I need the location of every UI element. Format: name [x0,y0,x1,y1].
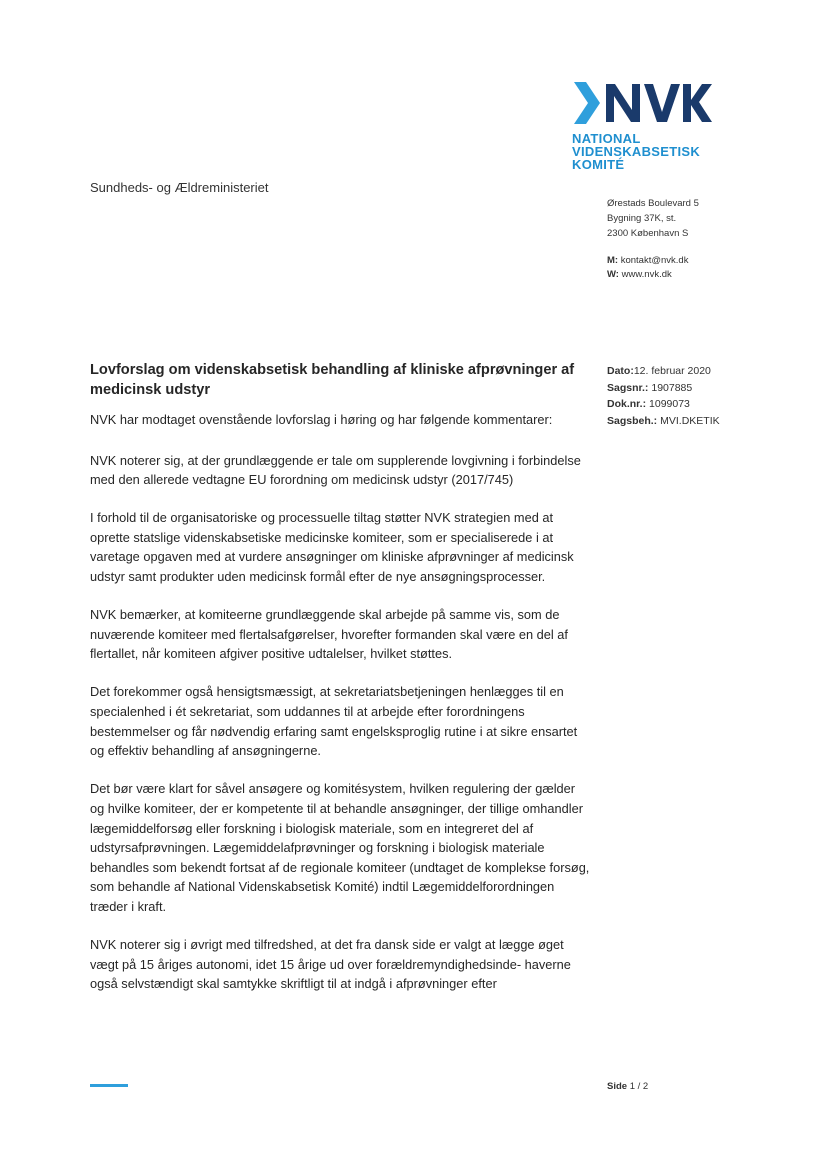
address-line-3: 2300 København S [607,228,689,239]
contact-web [607,268,688,282]
body-paragraph: Det bør være klart for såvel ansøgere og komitésystem, hvilken regulering der gælder og hvilke komiteer, der er kompetente til at behandle ansøgninger, der tillige omhandler lægemiddelforsøg eller forskning i biologisk materiale, som en integreret del af udstyrsafprøvningen. Lægemiddelafprøvninger og forskning i biologisk materiale behandles som bekendt fortsat af de regionale komiteer (undtaget de komplekse forsøg, som behandle af National Videnskabsetisk Komité) indtil Lægemiddelforordningen træder i kraft. [90,781,590,914]
intro-paragraph: NVK har modtaget ovenstående lovforslag i høring og har følgende kommentarer: [90,412,553,427]
case-value: 1907885 [651,381,693,394]
web-link[interactable]: www.nvk.dk [621,269,672,280]
sender-contact [607,254,688,282]
logo-line-komite: KOMITÉ [572,157,625,172]
contact-mail [607,254,688,268]
handler-value: MVI.DKETIK [660,414,720,427]
nvk-logo [572,80,742,171]
letter-body [90,360,590,1012]
address-line-2: Bygning 37K, st. [607,213,677,224]
address-line-1: Ørestads Boulevard 5 [607,198,699,209]
page-label: Side [607,1081,628,1092]
logo-line-national: NATIONAL [572,131,641,146]
body-paragraph: I forhold til de organisatoriske og processuelle tiltag støtter NVK strategien med at oprette statslige videnskabsetiske medicinske komiteer, som er specialiserede i at varetage opgaven med at vurdere ansøgninger om kliniske afprøvninger af medicinsk udstyr samt produkter uden medicinsk formål efter de nye ansøgningsprocesser. [90,510,574,585]
handler-label: Sagsbeh.: [607,414,658,427]
meta-case [607,380,720,397]
nvk-wordmark-logo [572,80,712,126]
page-value: 1 / 2 [629,1081,649,1092]
case-label: Sagsnr.: [607,381,649,394]
meta-date [607,363,720,380]
date-value: 12. februar 2020 [633,365,711,377]
mail-link[interactable]: kontakt@nvk.dk [620,255,689,266]
date-label: Dato: [607,365,634,377]
recipient: Sundheds- og Ældreministeriet [90,180,269,195]
logo-subtitle [572,132,712,171]
body-paragraph: NVK noterer sig, at der grundlæggende er tale om supplerende lovgivning i forbindelse med den allerede vedtagne EU forordning om medicinsk udstyr (2017/745) [90,452,581,488]
document-meta [607,363,720,429]
body-paragraph: Det forekommer også hensigtsmæssigt, at sekretariatsbetjeningen henlægges til en specialenhed i ét sekretariat, som uddannes til at arbejde efter forordningens bestemmelser og får nødvendig erfaring samt engelsksproglig rutine i at sikre ensartet og effektiv behandling af ansøgningerne. [90,684,578,759]
doc-value: 1099073 [649,398,690,410]
sender-address [607,196,699,241]
footer-accent-bar [90,1084,128,1087]
meta-handler [607,413,720,430]
page-number [607,1081,648,1092]
web-label: W: [607,269,619,280]
letter-title: Lovforslag om videnskabsetisk behandling af kliniske afprøvninger af medicinsk udstyr [90,362,575,398]
logo-line-videnskabsetisk: VIDENSKABSETISK [572,144,701,159]
doc-label: Dok.nr.: [607,398,647,410]
body-paragraph: NVK noterer sig i øvrigt med tilfredshed, at det fra dansk side er valgt at lægge øget vægt på 15 åriges autonomi, idet 15 årige ud over forældremyndighedsinde- haverne også selvstændigt skal samtykke skriftligt til at indgå i afprøvninger efter [90,936,571,992]
meta-doc [607,396,720,413]
mail-label: M: [607,255,619,266]
body-paragraph: NVK bemærker, at komiteerne grundlæggende skal arbejde på samme vis, som de nuværende komiteer med flertalsafgørelser, hvorefter formanden skal være en del af flertallet, når komiteen afgiver positive udtalelser, hvilket støttes. [90,607,568,662]
